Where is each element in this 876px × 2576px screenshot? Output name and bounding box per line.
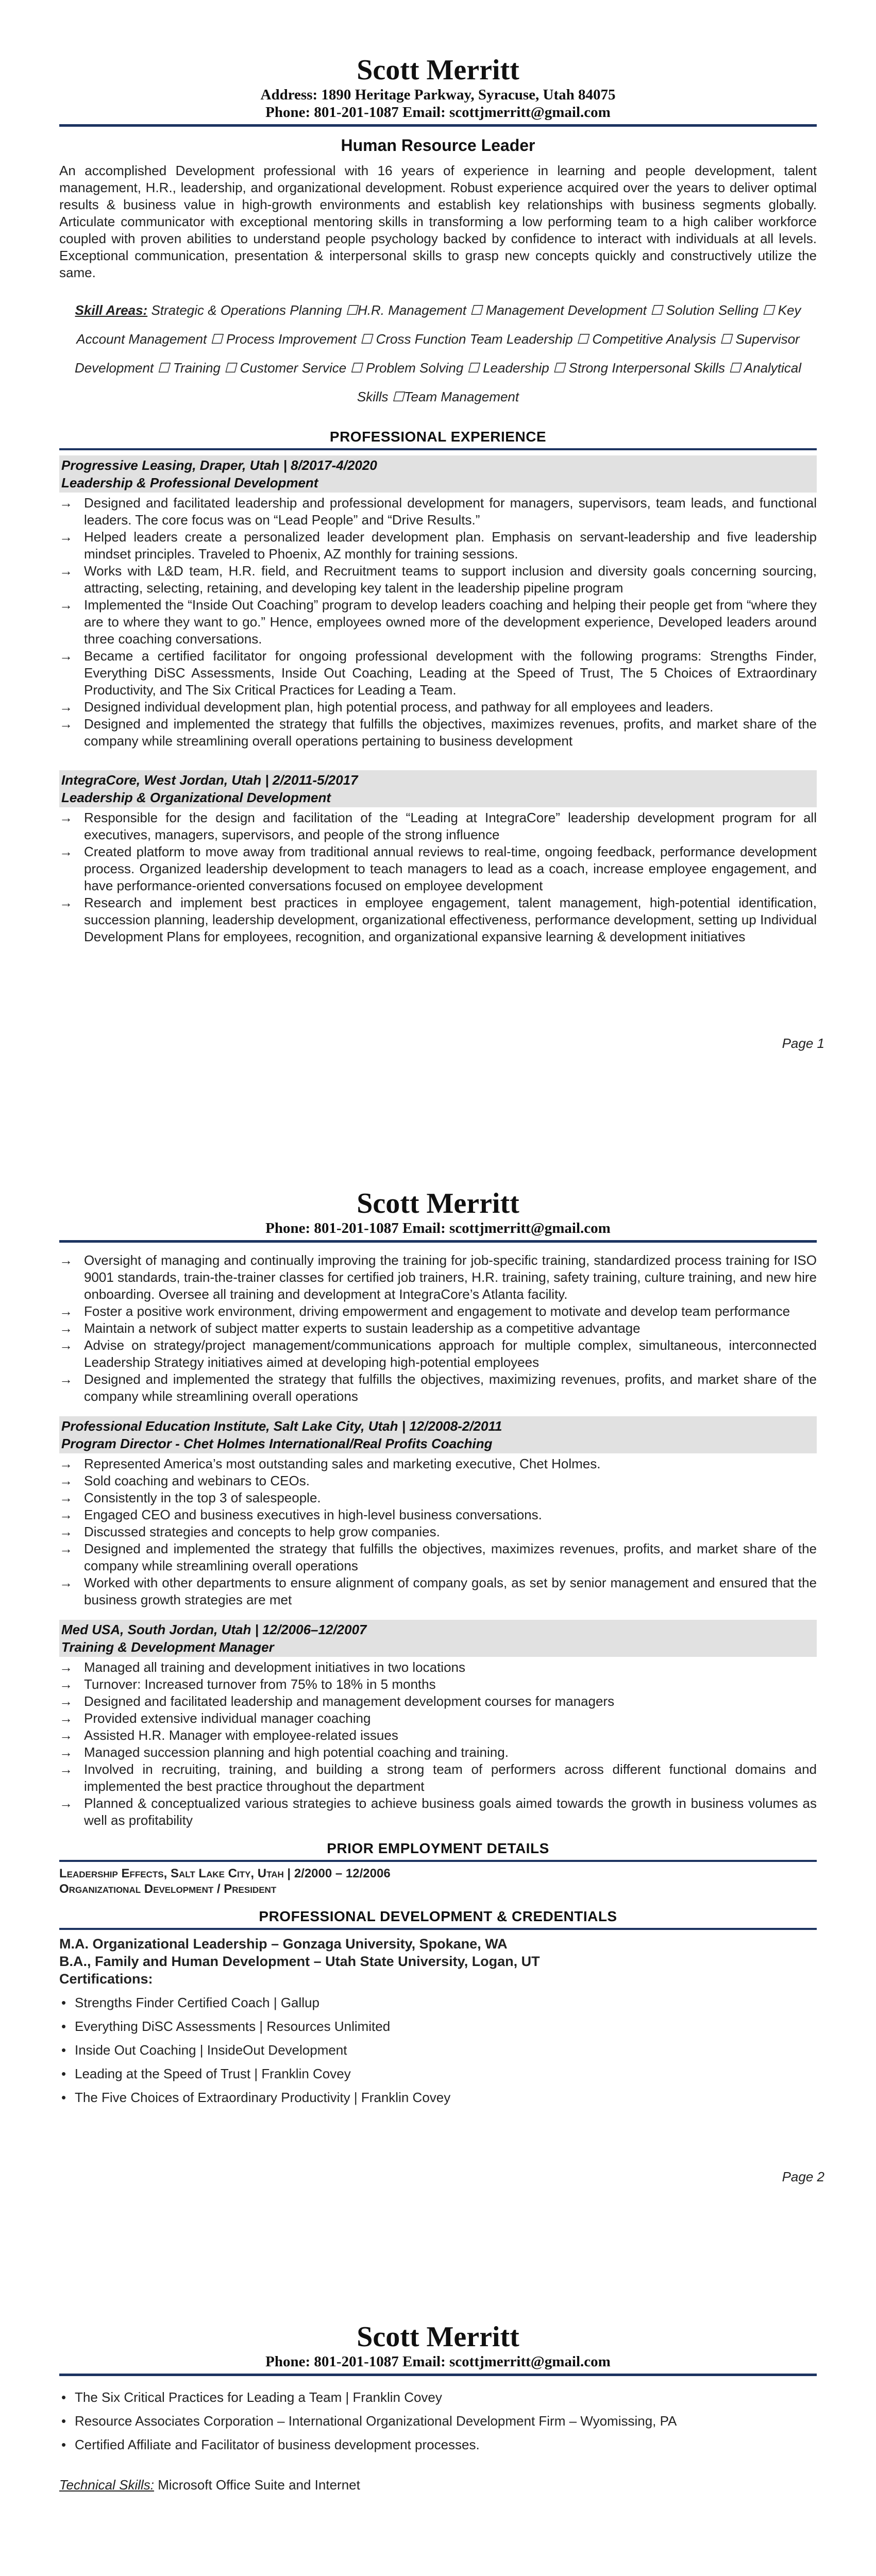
- cert-item: • Certified Affiliate and Facilitator of business development processes.: [59, 2433, 817, 2456]
- job-bullet: → Represented America’s most outstanding sales and marketing executive, Chet Holmes.: [59, 1456, 601, 1471]
- arrow-bullet-icon: →: [59, 1490, 73, 1505]
- job-bullet: → Designed and facilitated leadership and professional development for managers, supervisors, team leads, and functional leaders. The core focus was on “Lead People” and “Drive Results.”: [59, 495, 817, 528]
- arrow-bullet-icon: →: [59, 895, 73, 910]
- skill-areas-list: Strategic & Operations Planning ☐H.R. Management ☐ Management Development ☐ Solution Selling ☐ Key Account Management ☐ Process Improvement ☐ Cross Function Team Leadership ☐ Competitive Analysis ☐ Supervisor Development ☐ Training ☐ Customer Service ☐ Problem Solving ☐ Leadership ☐ Strong Interpersonal Skills ☐ Analytical Skills ☐Team Management: [74, 302, 802, 404]
- dot-bullet-icon: •: [61, 2042, 66, 2058]
- arrow-bullet-icon: →: [59, 1456, 73, 1471]
- section-rule: [59, 1860, 817, 1862]
- job-bullet: → Helped leaders create a personalized leader development plan. Emphasis on servant-leadership and five leadership mindset principles. Traveled to Phoenix, AZ monthly for training sessions.: [59, 529, 817, 562]
- cert-item: • Strengths Finder Certified Coach | Gallup: [59, 1991, 817, 2014]
- job-bullet: → Assisted H.R. Manager with employee-related issues: [59, 1727, 398, 1743]
- certifications-label: Certifications:: [59, 1971, 153, 1987]
- address-line: Address: 1890 Heritage Parkway, Syracuse, Utah 84075: [260, 87, 616, 103]
- arrow-bullet-icon: →: [59, 1761, 73, 1777]
- dot-bullet-icon: •: [61, 2090, 66, 2105]
- section-title-education: PROFESSIONAL DEVELOPMENT & CREDENTIALS: [259, 1908, 617, 1924]
- arrow-bullet-icon: →: [59, 1371, 73, 1387]
- job-bullet: → Sold coaching and webinars to CEOs.: [59, 1473, 310, 1488]
- arrow-bullet-icon: →: [59, 1507, 73, 1522]
- page-1: [0, 0, 876, 1133]
- job-bullet: → Advise on strategy/project management/communications approach for multiple complex, simultaneous, interconnected Leadership Strategy initiatives aimed at developing high-potential employees: [59, 1337, 817, 1370]
- technical-skills: [59, 2477, 817, 2493]
- arrow-bullet-icon: →: [59, 1575, 73, 1590]
- job-company: IntegraCore, West Jordan, Utah | 2/2011-5/2017: [61, 772, 358, 788]
- job-header-pei: [59, 1416, 817, 1453]
- job-bullet: → Maintain a network of subject matter experts to sustain leadership as a competitive advantage: [59, 1320, 641, 1336]
- job-bullets-integracore: [59, 809, 817, 945]
- job-company: Progressive Leasing, Draper, Utah | 8/2017-4/2020: [61, 457, 377, 473]
- job-title: Leadership & Organizational Development: [61, 790, 331, 805]
- arrow-bullet-icon: →: [59, 1541, 73, 1556]
- page-2: [0, 1133, 876, 2267]
- dot-bullet-icon: •: [61, 2413, 66, 2429]
- job-bullet: → Discussed strategies and concepts to help grow companies.: [59, 1524, 440, 1539]
- degree-ba: B.A., Family and Human Development – Utah State University, Logan, UT: [59, 1954, 540, 1969]
- section-title-experience: PROFESSIONAL EXPERIENCE: [329, 429, 547, 445]
- job-bullet: → Created platform to move away from traditional annual reviews to real-time, ongoing feedback, performance development process. Organized leadership development to teach managers to lead as a coach, increase employee engagement, and have performance-oriented conversations focused on employee development: [59, 844, 817, 893]
- job-bullet: → Provided extensive individual manager coaching: [59, 1710, 371, 1726]
- section-rule: [59, 448, 817, 450]
- certifications-list-cont: [59, 2385, 817, 2456]
- job-header-medusa: [59, 1620, 817, 1657]
- job-bullet: → Designed and facilitated leadership and management development courses for managers: [59, 1693, 615, 1709]
- arrow-bullet-icon: →: [59, 844, 73, 859]
- cert-item: • Inside Out Coaching | InsideOut Development: [59, 2038, 817, 2062]
- certifications-list: [59, 1991, 817, 2109]
- candidate-name: Scott Merritt: [357, 1188, 519, 1219]
- contact-line: Phone: 801-201-1087 Email: scottjmerritt@gmail.com: [265, 104, 611, 121]
- job-bullet: → Designed individual development plan, high potential process, and pathway for all employees and leaders.: [59, 699, 714, 715]
- job-title: Leadership & Professional Development: [61, 475, 318, 490]
- arrow-bullet-icon: →: [59, 1473, 73, 1488]
- arrow-bullet-icon: →: [59, 1303, 73, 1319]
- job-bullet: → Managed succession planning and high potential coaching and training.: [59, 1744, 509, 1760]
- prior-role: Organizational Development / President: [59, 1882, 277, 1896]
- candidate-name: Scott Merritt: [357, 2321, 519, 2353]
- headline: Human Resource Leader: [341, 136, 535, 155]
- technical-skills-label: Technical Skills:: [59, 2477, 155, 2493]
- page-3: [0, 2267, 876, 2576]
- job-bullet: → Oversight of managing and continually improving the training for job-specific training, standardized process training for ISO 9001 standards, train-the-trainer classes for certified job trainers, H.R. training, safety training, culture training, and new hire onboarding. Oversee all training and development at IntegraCore’s Atlanta facility.: [59, 1252, 817, 1302]
- job-title: Program Director - Chet Holmes International/Real Profits Coaching: [61, 1436, 493, 1451]
- dot-bullet-icon: •: [61, 2389, 66, 2405]
- arrow-bullet-icon: →: [59, 1659, 73, 1675]
- job-bullet: → Consistently in the top 3 of salespeople.: [59, 1490, 321, 1505]
- arrow-bullet-icon: →: [59, 716, 73, 732]
- skill-areas-label: Skill Areas:: [75, 302, 148, 318]
- arrow-bullet-icon: →: [59, 1337, 73, 1353]
- arrow-bullet-icon: →: [59, 1710, 73, 1726]
- candidate-name: Scott Merritt: [357, 54, 519, 86]
- summary: An accomplished Development professional with 16 years of experience in learning and people development, talent management, H.R., leadership, and organizational development. Robust experience acquired over the years to deliver optimal results & business value in high-growth environments and establish key relationships with business segments globally. Articulate communicator with exceptional mentoring skills in transforming a low performing team to a high caliber workforce coupled with proven abilities to understand people psychology backed by confidence to interact with individuals at all levels. Exceptional communication, presentation & interpersonal skills to grasp new concepts quickly and constructively utilize the same.: [59, 163, 817, 280]
- arrow-bullet-icon: →: [59, 648, 73, 664]
- arrow-bullet-icon: →: [59, 1676, 73, 1692]
- cert-item: • The Five Choices of Extraordinary Productivity | Franklin Covey: [59, 2086, 817, 2109]
- arrow-bullet-icon: →: [59, 810, 73, 825]
- contact-line: Phone: 801-201-1087 Email: scottjmerritt@gmail.com: [265, 2353, 611, 2370]
- job-bullet: → Designed and implemented the strategy that fulfills the objectives, maximizing revenues, profits, and market share of the company while streamlining overall operations: [59, 1371, 817, 1404]
- dot-bullet-icon: •: [61, 2066, 66, 2081]
- contact-line: Phone: 801-201-1087 Email: scottjmerritt@gmail.com: [265, 1220, 611, 1236]
- arrow-bullet-icon: →: [59, 1252, 73, 1268]
- job-bullet: → Implemented the “Inside Out Coaching” program to develop leaders coaching and helping their people get from “where they are to where they want to go.” Hence, employees owned more of the development experience, Developed leaders around three coaching conversations.: [59, 597, 817, 647]
- dot-bullet-icon: •: [61, 1995, 66, 2010]
- arrow-bullet-icon: →: [59, 1320, 73, 1336]
- job-company: Professional Education Institute, Salt Lake City, Utah | 12/2008-2/2011: [61, 1418, 502, 1434]
- header-rule: [59, 124, 817, 127]
- arrow-bullet-icon: →: [59, 699, 73, 715]
- page-number: Page 2: [782, 2169, 824, 2184]
- job-bullet: → Became a certified facilitator for ongoing professional development with the following programs: Strengths Finder, Everything DiSC Assessments, Inside Out Coaching, Leading at the Speed of Trust, The 5 Choices of Extraordinary Productivity, and The Six Critical Practices for Leading a Team.: [59, 648, 817, 698]
- cert-item: • Resource Associates Corporation – International Organizational Development Firm – Wyomissing, PA: [59, 2409, 817, 2433]
- arrow-bullet-icon: →: [59, 529, 73, 545]
- cert-item: • Everything DiSC Assessments | Resources Unlimited: [59, 2014, 817, 2038]
- cert-item: • Leading at the Speed of Trust | Franklin Covey: [59, 2062, 817, 2086]
- arrow-bullet-icon: →: [59, 563, 73, 579]
- job-bullets-integracore-cont: [59, 1252, 817, 1405]
- arrow-bullet-icon: →: [59, 1795, 73, 1811]
- arrow-bullet-icon: →: [59, 597, 73, 613]
- job-bullet: → Planned & conceptualized various strategies to achieve business goals aimed towards the growth in business volumes as well as profitability: [59, 1795, 817, 1828]
- section-title-prior: PRIOR EMPLOYMENT DETAILS: [327, 1840, 549, 1856]
- job-bullet: → Engaged CEO and business executives in high-level business conversations.: [59, 1507, 542, 1522]
- arrow-bullet-icon: →: [59, 495, 73, 511]
- arrow-bullet-icon: →: [59, 1693, 73, 1709]
- job-bullet: → Works with L&D team, H.R. field, and Recruitment teams to support inclusion and diversity goals concerning sourcing, attracting, selecting, retaining, and developing key talent in the leadership pipeline program: [59, 563, 817, 596]
- header-rule: [59, 1240, 817, 1243]
- job-bullets-medusa: [59, 1659, 817, 1829]
- job-bullet: → Designed and implemented the strategy that fulfills the objectives, maximizes revenues, profits, and market share of the company while streamlining overall operations: [59, 1541, 817, 1573]
- header-rule: [59, 2374, 817, 2376]
- job-company: Med USA, South Jordan, Utah | 12/2006–12/2007: [61, 1622, 367, 1637]
- job-bullet: → Designed and implemented the strategy that fulfills the objectives, maximizes revenues, profits, and market share of the company while streamlining overall operations pertaining to business development: [59, 716, 817, 749]
- degree-ma: M.A. Organizational Leadership – Gonzaga University, Spokane, WA: [59, 1936, 508, 1952]
- page-number: Page 1: [782, 1036, 824, 1051]
- job-title: Training & Development Manager: [61, 1639, 274, 1655]
- skill-areas: [59, 296, 817, 411]
- job-bullet: → Foster a positive work environment, driving empowerment and engagement to motivate and develop team performance: [59, 1303, 790, 1319]
- job-bullet: → Managed all training and development initiatives in two locations: [59, 1659, 465, 1675]
- job-header-integracore: [59, 770, 817, 807]
- job-bullets-progressive: [59, 495, 817, 750]
- job-bullet: → Worked with other departments to ensure alignment of company goals, as set by senior management and ensured that the business growth strategies are met: [59, 1575, 817, 1607]
- section-rule: [59, 1928, 817, 1930]
- arrow-bullet-icon: →: [59, 1727, 73, 1743]
- arrow-bullet-icon: →: [59, 1744, 73, 1760]
- job-bullet: → Turnover: Increased turnover from 75% to 18% in 5 months: [59, 1676, 436, 1692]
- prior-employer: Leadership Effects, Salt Lake City, Utah | 2/2000 – 12/2006: [59, 1867, 391, 1880]
- arrow-bullet-icon: →: [59, 1524, 73, 1539]
- job-bullet: → Responsible for the design and facilitation of the “Leading at IntegraCore” leadership development program for all executives, managers, supervisors, and people of the strong influence: [59, 810, 817, 842]
- cert-item: • The Six Critical Practices for Leading a Team | Franklin Covey: [59, 2385, 817, 2409]
- dot-bullet-icon: •: [61, 2019, 66, 2034]
- job-bullets-pei: [59, 1455, 817, 1608]
- job-bullet: → Involved in recruiting, training, and building a strong team of performers across different functional domains and implemented the best practice throughout the department: [59, 1761, 817, 1794]
- job-bullet: → Research and implement best practices in employee engagement, talent management, high-potential identification, succession planning, leadership development, organizational effectiveness, performance development, setting up Individual Development Plans for employees, recognition, and organizational expansive learning & development initiatives: [59, 895, 817, 944]
- dot-bullet-icon: •: [61, 2437, 66, 2452]
- technical-skills-value: Microsoft Office Suite and Internet: [154, 2477, 360, 2493]
- job-header-progressive: [59, 455, 817, 493]
